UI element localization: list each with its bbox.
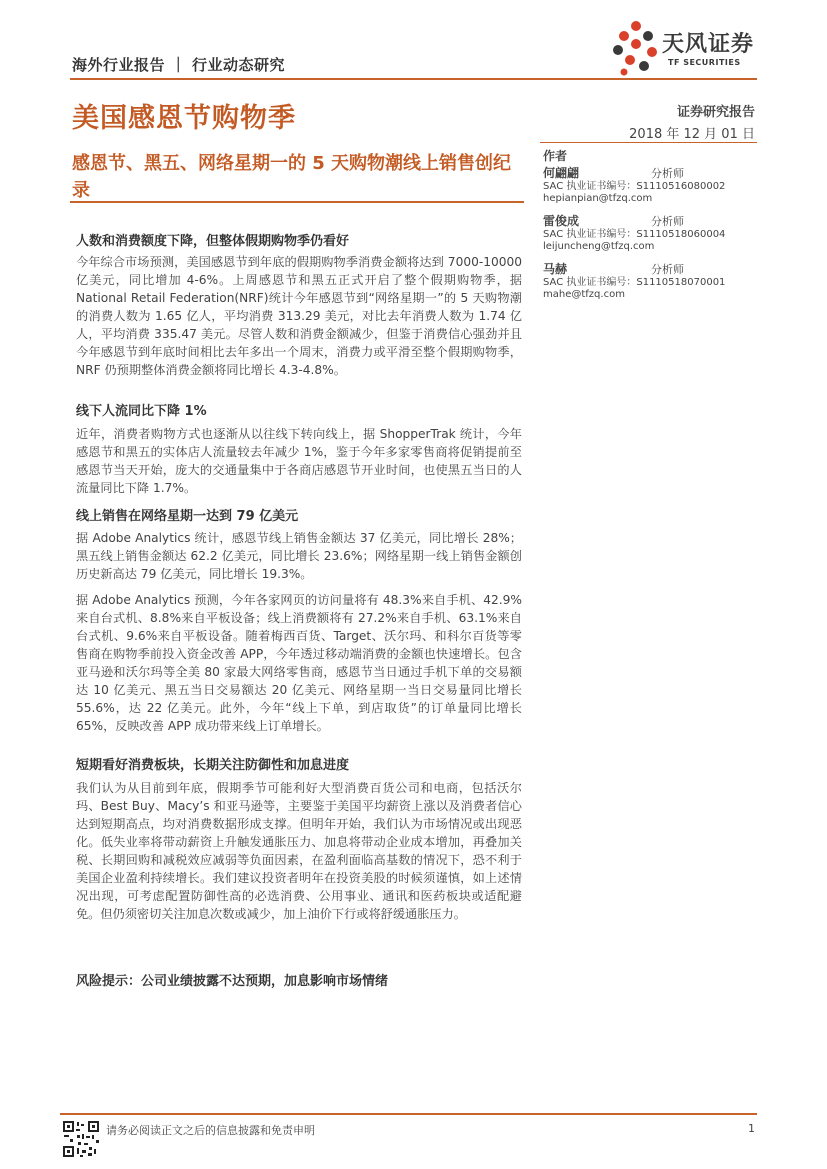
body-paragraph: 我们认为从目前到年底，假期季节可能利好大型消费百货公司和电商，包括沃尔玛、Best Buy、Macy’s 和亚马逊等，主要鉴于美国平均薪资上涨以及消费者信心达到短期高点，均对消费数据形成支撑。但明年开始，我们认为市场情况或出现恶化。低失业率将带动薪资上升触发通胀压力、加息将带动企业成本增加，再叠加关税、长期回购和减税效应减弱等负面因素，在盈利面临高基数的情况下，恐不利于美国企业盈利持续增长。我们建议投资者明年在投资美股的时候须谨慎，如上述情况出现，可考虑配置防御性高的必选消费、公用事业、通讯和医药板块或适配避免。但仍须密切关注加息次数或减少，加上油价下行或将舒缓通胀压力。 xyxy=(76,781,522,921)
author-sac: SAC 执业证书编号：S1110518070001 xyxy=(543,277,726,288)
logo-text-cn: 天风证券 xyxy=(662,32,755,57)
authors-label: 作者 xyxy=(543,149,568,163)
section-heading: 短期看好消费板块，长期关注防御性和加息进度 xyxy=(76,758,350,773)
author-role: 分析师 xyxy=(651,215,684,228)
section-heading: 人数和消费额度下降，但整体假期购物季仍看好 xyxy=(76,234,350,249)
risk-warning: 风险提示：公司业绩披露不达预期，加息影响市场情绪 xyxy=(76,974,389,989)
body-paragraph: 据 Adobe Analytics 统计，感恩节线上销售金额达 37 亿美元，同比增长 28%；黑五线上销售金额达 62.2 亿美元，同比增长 23.6%；网络星期一线上销售金额创历史新高达 79 亿美元，同比增长 19.3%。 xyxy=(76,531,522,581)
body-paragraph: 近年，消费者购物方式也逐渐从以往线下转向线上，据 ShopperTrak 统计，今年感恩节和黑五的实体店人流量较去年减少 1%，鉴于今年多家零售商将促销提前至感恩节当天开始，庞大的交通量集中于各商店感恩节开业时间，也使黑五当日的人流量同比下降 1.7%。 xyxy=(76,427,522,495)
author-role: 分析师 xyxy=(651,263,684,276)
report-date: 2018 年 12 月 01 日 xyxy=(629,127,755,142)
page-number: 1 xyxy=(748,1122,755,1135)
report-type: 证券研究报告 xyxy=(676,105,755,120)
author-card xyxy=(543,215,758,253)
author-sac: SAC 执业证书编号：S1110516080002 xyxy=(543,181,726,192)
section-heading: 线上销售在网络星期一达到 79 亿美元 xyxy=(76,509,299,524)
qr-code-icon xyxy=(62,1120,100,1158)
page-subtitle: 感恩节、黑五、网络星期一的 5 天购物潮线上销售创纪录 xyxy=(72,153,512,201)
author-email[interactable]: mahe@tfzq.com xyxy=(543,289,625,300)
author-name: 雷俊成 xyxy=(543,214,580,228)
report-category: 海外行业报告 ｜ 行业动态研究 xyxy=(72,56,285,74)
page-title: 美国感恩节购物季 xyxy=(72,103,296,134)
author-name: 何翩翩 xyxy=(543,166,580,180)
body-paragraph: 今年综合市场预测，美国感恩节到年底的假期购物季消费金额将达到 7000-10000 亿美元，同比增加 4-6%。上周感恩节和黑五正式开启了整个假期购物季，据 National Retail Federation(NRF)统计今年感恩节到“网络星期一”的 5 天购物潮的消费人数为 1.65 亿人，平均消费 313.29 美元，对比去年消费人数为 1.74 亿人，平均消费 335.47 美元。尽管人数和消费金额减少，但鉴于消费信心强劲并且今年感恩节到年底时间相比去年多出一个周末，消费力或平滑至整个假期购物季，NRF 仍预期整体消费金额将同比增长 4.3-4.8%。 xyxy=(76,255,522,377)
author-role: 分析师 xyxy=(651,167,684,180)
author-card xyxy=(543,263,758,301)
sidebar-divider xyxy=(540,142,757,143)
author-email[interactable]: leijuncheng@tfzq.com xyxy=(543,241,655,252)
author-name: 马赫 xyxy=(543,262,568,276)
header-divider xyxy=(70,78,757,80)
body-paragraph: 据 Adobe Analytics 预测，今年各家网页的访问量将有 48.3%来自手机、42.9%来自台式机、8.8%来自平板设备；线上消费额将有 27.2%来自手机、63.1%来自台式机、9.6%来自平板设备。随着梅西百货、Target、沃尔玛、和科尔百货等零售商在购物季前投入资金改善 APP，今年透过移动端消费的金额也快速增长。包含亚马逊和沃尔玛等全美 80 家最大网络零售商，感恩节当日通过手机下单的交易额达 10 亿美元、黑五当日交易额达 20 亿美元、网络星期一当日交易量同比增长 55.6%，达 22 亿美元。此外，今年“线上下单，到店取货”的订单量同比增长 65%，反映改善 APP 成功带来线上订单增长。 xyxy=(76,593,522,733)
footer-divider xyxy=(60,1113,757,1115)
section-heading: 线下人流同比下降 1% xyxy=(76,404,207,419)
author-card xyxy=(543,167,758,205)
tf-logo-icon xyxy=(612,20,660,76)
logo-text-en: TF SECURITIES xyxy=(668,58,741,67)
disclaimer-note: 请务必阅读正文之后的信息披露和免责申明 xyxy=(106,1124,315,1137)
subtitle-divider xyxy=(70,201,524,203)
author-email[interactable]: hepianpian@tfzq.com xyxy=(543,193,653,204)
author-sac: SAC 执业证书编号：S1110518060004 xyxy=(543,229,726,240)
